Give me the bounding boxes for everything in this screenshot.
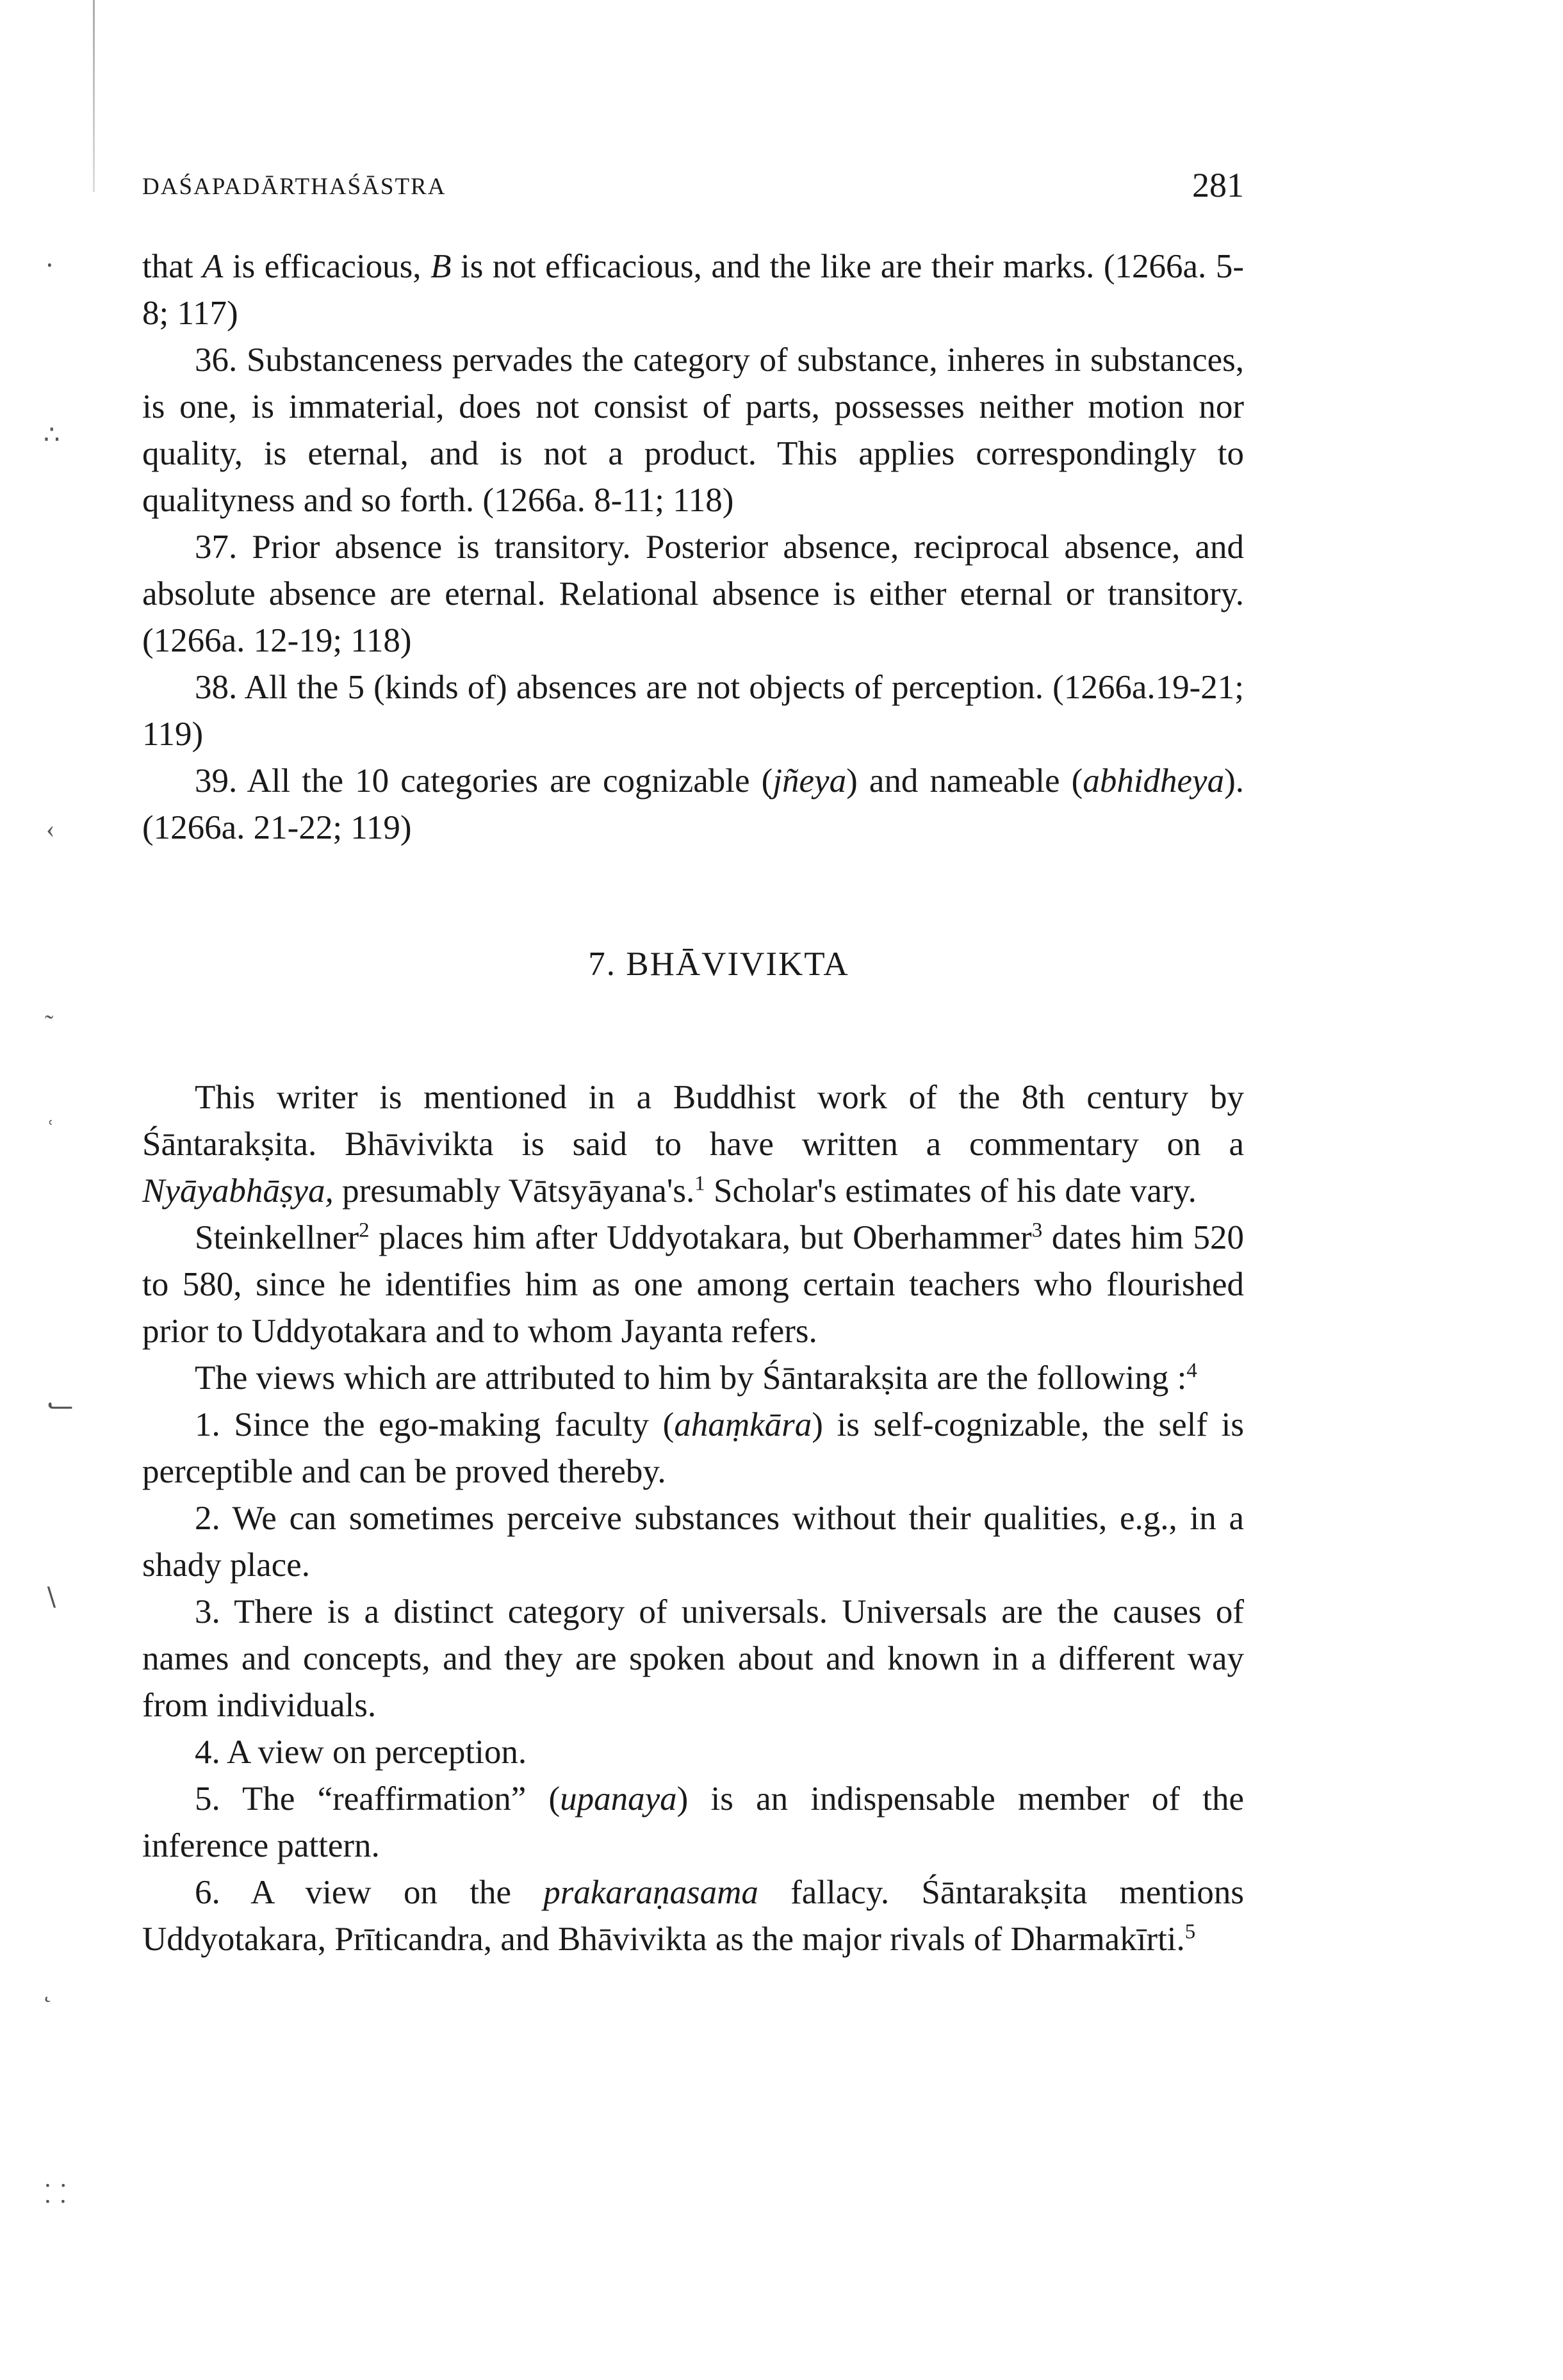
margin-mark: ʿ bbox=[46, 1115, 55, 1144]
paragraph: 4. A view on perception. bbox=[195, 1734, 527, 1771]
section-heading: 7. BHĀVIVIKTA bbox=[588, 946, 849, 983]
scan-edge-line bbox=[93, 0, 95, 192]
page-header bbox=[142, 165, 1244, 210]
paragraph: 38. All the 5 (kinds of) absences are not objects of perception. (1266a.19-21; 119) bbox=[142, 669, 1244, 753]
paragraph: 3. There is a distinct category of universals. Universals are the causes of names and concepts, and they are spoken about and known in a different way from individuals. bbox=[142, 1593, 1244, 1724]
margin-mark: ⸬ bbox=[45, 2179, 67, 2208]
paragraph: 2. We can sometimes perceive substances without their qualities, e.g., in a shady place. bbox=[142, 1500, 1244, 1584]
margin-mark: ⸱ bbox=[46, 251, 53, 280]
paragraph: The views which are attributed to him by Śāntarakṣita are the following :$^4$ bbox=[195, 1359, 1197, 1397]
paragraph: This writer is mentioned in a Buddhist work of the 8th century by Śāntarakṣita. Bhāvivikta is said to have written a commentary on a Nyāyabhāṣya, presumably Vātsyāyana's.$^1$ Scholar's estimates of his date vary. bbox=[142, 1079, 1244, 1210]
paragraph: 36. Substanceness pervades the category of substance, inheres in substances, is one, is immaterial, does not consist of parts, possesses neither motion nor quality, is eternal, and is not a product. This applies correspondingly to qualityness and so forth. (1266a. 8-11; 118) bbox=[142, 341, 1244, 519]
footnote-ref: 1 bbox=[694, 1172, 705, 1195]
margin-mark: ∴ bbox=[44, 420, 60, 449]
footnote-ref: 2 bbox=[359, 1219, 370, 1242]
page-number: 281 bbox=[1192, 166, 1244, 204]
paragraph: 1. Since the ego-making faculty (ahaṃkāra) is self-cognizable, the self is perceptible and can be proved thereby. bbox=[142, 1406, 1244, 1490]
running-head: DAŚAPADĀRTHAŚĀSTRA bbox=[142, 174, 446, 200]
margin-mark: ⹃ bbox=[47, 1391, 73, 1420]
paragraph: Steinkellner$^2$ places him after Uddyotakara, but Oberhammer$^3$ dates him 520 to 580, since he identifies him as one among certain teachers who flourished prior to Uddyotakara and to whom Jayanta refers. bbox=[142, 1219, 1244, 1350]
margin-mark: ˜ bbox=[45, 1010, 54, 1038]
paragraph: that A is efficacious, B is not efficacious, and the like are their marks. (1266a. 5-8; 117) bbox=[142, 248, 1244, 332]
body-text bbox=[142, 243, 1244, 1963]
paragraph: 5. The “reaffirmation” (upanaya) is an indispensable member of the inference pattern. bbox=[142, 1780, 1244, 1864]
footnote-ref: 4 bbox=[1186, 1359, 1197, 1383]
margin-mark: ∖ bbox=[42, 1583, 59, 1612]
footnote-ref: 5 bbox=[1184, 1920, 1196, 1944]
paragraph: 37. Prior absence is transitory. Posterior absence, reciprocal absence, and absolute absence are eternal. Relational absence is either eternal or transitory. (1266a. 12-19; 118) bbox=[142, 529, 1244, 659]
paragraph: 6. A view on the prakaraṇasama fallacy. Śāntarakṣita mentions Uddyotakara, Prīticandra, and Bhāvivikta as the major rivals of Dharmakīrti.$^5$ bbox=[142, 1874, 1244, 1958]
margin-mark: ˛ bbox=[44, 1974, 53, 2003]
margin-mark: ‹ bbox=[46, 814, 55, 843]
footnote-ref: 3 bbox=[1031, 1219, 1043, 1242]
paragraph: 39. All the 10 categories are cognizable (jñeya) and nameable (abhidheya). (1266a. 21-22; 119) bbox=[142, 762, 1244, 846]
